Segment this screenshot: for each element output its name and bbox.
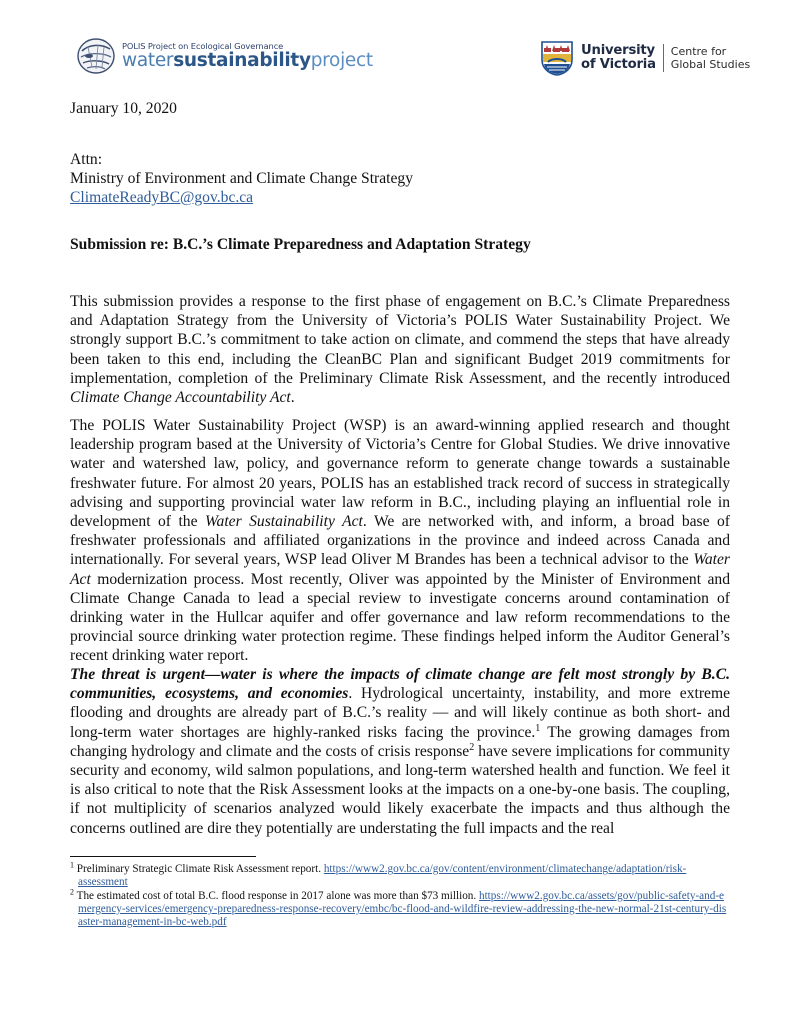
centre-name-line2: Global Studies bbox=[670, 58, 751, 71]
wordmark-sustainability: sustainability bbox=[173, 49, 311, 71]
paragraph-wsp bbox=[70, 416, 730, 666]
uvic-logo bbox=[540, 40, 750, 76]
p3-text-a: . Hydrological uncertainty, instability, and more extreme flooding and droughts are already part of B.C.’s reality — and will likely continue as both short- and long-term water shortages are highly-ranked risks facing the province. bbox=[70, 685, 730, 741]
footnote-ref-1[interactable]: 1 bbox=[535, 722, 541, 734]
p2-act-wsa: Water Sustainability Act bbox=[204, 513, 363, 531]
p1-act-name: Climate Change Accountability Act bbox=[70, 389, 291, 407]
uvic-crest-shield-icon bbox=[540, 40, 574, 76]
wordmark-water: water bbox=[122, 49, 174, 71]
footnotes bbox=[70, 860, 730, 929]
p3-text-c: have severe implications for community security and economy, wild salmon populations, and long-term watershed health and function. We feel it is also critical to note that the Risk Assessment looks at the impacts on a one-by-one basis. The coupling, if not multiplicity of scenarios analyzed would likely exacerbate the impacts and thus although the concerns outlined are dire they potentially are understating the full impacts and the real bbox=[70, 742, 730, 837]
wordmark-project: project bbox=[310, 49, 373, 71]
p2-act-water: Water Act bbox=[70, 551, 730, 588]
uvic-name-line2: of Victoria bbox=[581, 57, 656, 72]
wsp-wordmark bbox=[122, 49, 373, 71]
footnote-ref-2[interactable]: 2 bbox=[469, 741, 475, 753]
letter-date: January 10, 2020 bbox=[70, 100, 177, 117]
centre-name-line1: Centre for bbox=[670, 44, 727, 58]
uvic-name-line1: University bbox=[581, 43, 655, 58]
wsp-logo bbox=[76, 37, 373, 75]
wsp-subtitle: POLIS Project on Ecological Governance bbox=[122, 40, 284, 51]
uvic-name bbox=[581, 44, 664, 72]
submission-title: Submission re: B.C.’s Climate Preparedness and Adaptation Strategy bbox=[70, 236, 531, 253]
footnote-divider bbox=[70, 856, 256, 857]
centre-name bbox=[664, 45, 750, 72]
p2-text-b: . We are networked with, and inform, a broad base of freshwater professionals and affiliated organizations in the province and indeed across Canada and internationally. For several years, WSP lead Oliver M Brandes has been a technical advisor to the bbox=[70, 513, 730, 569]
footnote-1 bbox=[70, 860, 730, 890]
footnote-1-link[interactable]: https://www2.gov.bc.ca/gov/content/environment/climatechange/adaptation/risk-assessment bbox=[78, 863, 687, 889]
p2-text-c: modernization process. Most recently, Oliver was appointed by the Minister of Environment and Climate Change Canada to lead a special review to investigate concerns around contamination of drinking water in the Hullcar aquifer and offer governance and law reform recommendations to the provincial source drinking water protection regime. These findings helped inform the Auditor General’s recent drinking water report. bbox=[70, 570, 730, 665]
footnote-2 bbox=[70, 886, 730, 930]
p3-lead-statement: The threat is urgent—water is where the impacts of climate change are felt most strongly by B.C. communities, ecosystems, and economies bbox=[70, 666, 730, 703]
p2-text-a: The POLIS Water Sustainability Project (WSP) is an award-winning applied research and thought leadership program based at the University of Victoria’s Centre for Global Studies. We drive innovative water and watershed law, policy, and governance reform to generate change towards a sustainable freshwater future. For almost 20 years, POLIS has an established track record of success in strategically advising and supporting provincial water law reform in B.C., including playing an influential role in development of the bbox=[70, 417, 730, 531]
p1-end: . bbox=[290, 389, 295, 407]
paragraph-intro bbox=[70, 292, 730, 407]
footnote-2-number: 2 bbox=[70, 886, 74, 896]
footnote-2-text: The estimated cost of total B.C. flood response in 2017 alone was more than $73 million. bbox=[76, 889, 479, 902]
p1-text: This submission provides a response to the first phase of engagement on B.C.’s Climate Preparedness and Adaptation Strategy from the University of Victoria’s POLIS Water Sustainability Project. We strongly support B.C.’s commitment to take action on climate, and commend the steps that have already been taken to this end, including the CleanBC Plan and significant Budget 2019 commitments for implementation, completion of the Preliminary Climate Risk Assessment, and the recently introduced bbox=[70, 293, 730, 387]
attn-label: Attn: bbox=[70, 151, 103, 168]
recipient: Ministry of Environment and Climate Change Strategy bbox=[70, 170, 414, 187]
footnote-2-link[interactable]: https://www2.gov.bc.ca/assets/gov/public-safety-and-emergency-services/emergency-preparedness-response-recovery/embc/bc-flood-and-wildfire-review-addressing-the-new-normal-21st-century-disaster-management-in-bc-web.pdf bbox=[78, 889, 727, 929]
footnote-1-number: 1 bbox=[70, 860, 74, 870]
recipient-email-link[interactable]: ClimateReadyBC@gov.bc.ca bbox=[70, 189, 254, 206]
paragraph-threat bbox=[70, 665, 730, 838]
footnote-1-text: Preliminary Strategic Climate Risk Assessment report. bbox=[76, 863, 324, 875]
globe-fish-emblem-icon bbox=[76, 37, 116, 75]
p3-text-b: The growing damages from changing hydrology and climate and the costs of crisis response bbox=[70, 723, 730, 760]
